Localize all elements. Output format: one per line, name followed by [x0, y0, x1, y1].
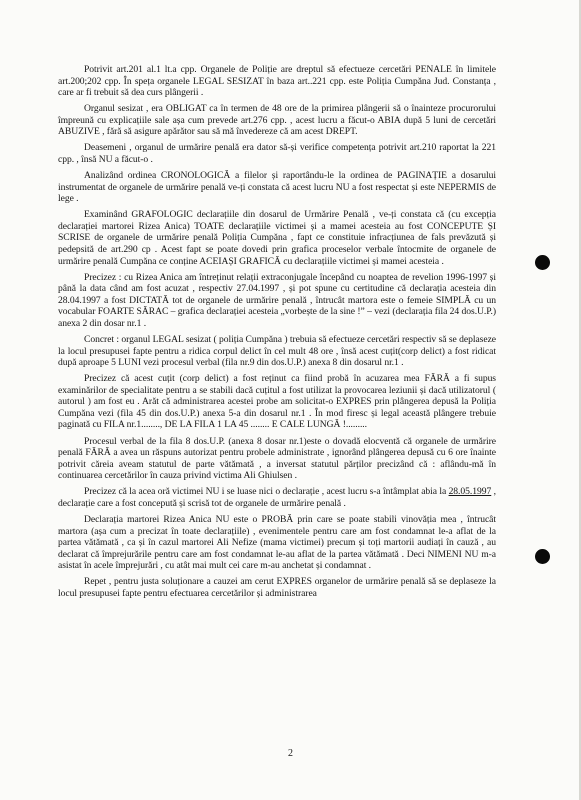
paragraph-5: Examinând GRAFOLOGIC declarațiile din dosarul de Urmărire Penală , ve-ți constata că (cu excepția declarației martorei Rizea Anica) TOATE declarațiile victimei și a mamei acesteia au fost CONCEPUTE ȘI SCRISE de organele de urmărire penală Poliția Cumpăna , fapt ce constituie infracțiunea de fals prevăzută și pedepsită de art.290 cp . Acest fapt se poate dovedi prin grafica proceselor verbale întocmite de organele de urmărire penală Cumpăna ce conține ACEIAȘI GRAFICĂ cu declarațiile victimei și mamei acesteia . — [58, 209, 496, 267]
paragraph-11: Declarația martorei Rizea Anica NU este o PROBĂ prin care se poate stabili vinovăția mea , întrucât martora (așa cum a precizat în toate declarațiile) , evenimentele pentru care am fost condamnat le-a aflat de la partea vătămată , ca și în cazul martorei Ali Nefize (mama victimei) precum și toți martorii audiați în cauză , au declarat că împrejurările pentru care am fost condamnat le-au aflat de la partea vătămată . Deci NIMENI NU m-a asistat în acele împrejurări , cu atât mai mult cei care m-au anchetat și condamnat . — [58, 514, 496, 572]
document-body — [58, 64, 496, 604]
page-number: 2 — [288, 748, 293, 759]
paragraph-7: Concret : organul LEGAL sesizat ( poliția Cumpăna ) trebuia să efectueze cercetări respectiv să se deplaseze la locul presupusei fapte pentru a ridica corpul delict în cel mult 48 ore , însă acest cuțit(corp delict) a fost ridicat după aproape 5 LUNI vezi procesul verbal (fila nr.9 din dos.U.P.) anexa 8 din dosarul nr.1 . — [58, 334, 496, 369]
paragraph-1: Potrivit art.201 al.1 lt.a cpp. Organele de Poliție are dreptul să efectueze cercetări PENALE în limitele art.200;202 cpp. În speța organele LEGAL SESIZAT în baza art..221 cpp. este Poliția Cumpăna Jud. Constanța , care ar fi trebuit să dea curs plângerii . — [58, 64, 496, 99]
punch-hole-upper — [535, 255, 550, 270]
paragraph-10: Precizez că la acea oră victimei NU i se luase nici o declarație , acest lucru s-a întâmplat abia la 28.05.1997 , declarație care a fost concepută și scrisă tot de organele de urmărire penală . — [58, 486, 496, 509]
underlined-date: 28.05.1997 — [448, 486, 492, 498]
paragraph-12: Repet , pentru justa soluționare a cauzei am cerut EXPRES organelor de urmărire penală să se deplaseze la locul presupusei fapte pentru efectuarea cercetărilor și administrarea — [58, 576, 496, 599]
paragraph-6: Precizez : cu Rizea Anica am întreținut relații extraconjugale începând cu noaptea de revelion 1996-1997 și până la data când am fost acuzat , respectiv 27.04.1997 , și pot spune cu certitudine că declarația acesteia din 28.04.1997 a fost DICTATĂ tot de organele de urmărire penală , întrucât martora este o femeie SIMPLĂ cu un vocabular FOARTE SĂRAC – grafica declarației acesteia „vorbește de la sine !” – vezi (declarația fila 24 dos.U.P.) anexa 2 din dosar nr.1 . — [58, 271, 496, 329]
paragraph-9: Procesul verbal de la fila 8 dos.U.P. (anexa 8 dosar nr.1)este o dovadă elocventă că organele de urmărire penală FĂRĂ a avea un răspuns autorizat pentru probele administrate , ignorând plângerea depusă cu 6 ore înainte potrivit căreia aveam statutul de parte vătămată , a inversat statutul părților precizând că : aflându-mă în continuarea cercetărilor în cauza privind victima Ali Ghiulsen . — [58, 435, 496, 482]
paragraph-3: Deasemeni , organul de urmărire penală era dator să-și verifice competența potrivit art.210 raportat la 221 cpp. , însă NU a făcut-o . — [58, 142, 496, 166]
paragraph-8: Precizez că acest cuțit (corp delict) a fost reținut ca fiind probă în acuzarea mea FĂRĂ a fi supus examinărilor de specialitate pentru a se stabili dacă cuțitul a fost utilizat la provocarea leziunii și dacă utilizatorul ( autorul ) am fost eu . Arăt că administrarea acestei probe am solicitat-o EXPRES prin plângerea depusă la Poliția Cumpăna vezi (fila 45 din dos.U.P.) anexa 5-a din dosarul nr.1 . În mod firesc și legal această plângere trebuie paginată cu FILA nr.1........, DE LA FILA 1 LA 45 ........ E CALE LUNGĂ !......... — [58, 373, 496, 431]
paragraph-2: Organul sesizat , era OBLIGAT ca în termen de 48 ore de la primirea plângerii să o înainteze procurorului împreună cu explicațiile sale așa cum prevede art.276 cpp. , acest lucru a făcut-o ABIA după 5 luni de cercetări ABUZIVE , fără să asigure apărător sau să mă învedereze că am acest DREPT. — [58, 103, 496, 138]
paragraph-4: Analizând ordinea CRONOLOGICĂ a filelor și raportându-le la ordinea de PAGINAȚIE a dosarului instrumentat de organele de urmărire penală ve-ți constata că acest lucru NU a fost respectat și este NEPERMIS de lege . — [58, 170, 496, 205]
punch-hole-lower — [535, 549, 550, 564]
